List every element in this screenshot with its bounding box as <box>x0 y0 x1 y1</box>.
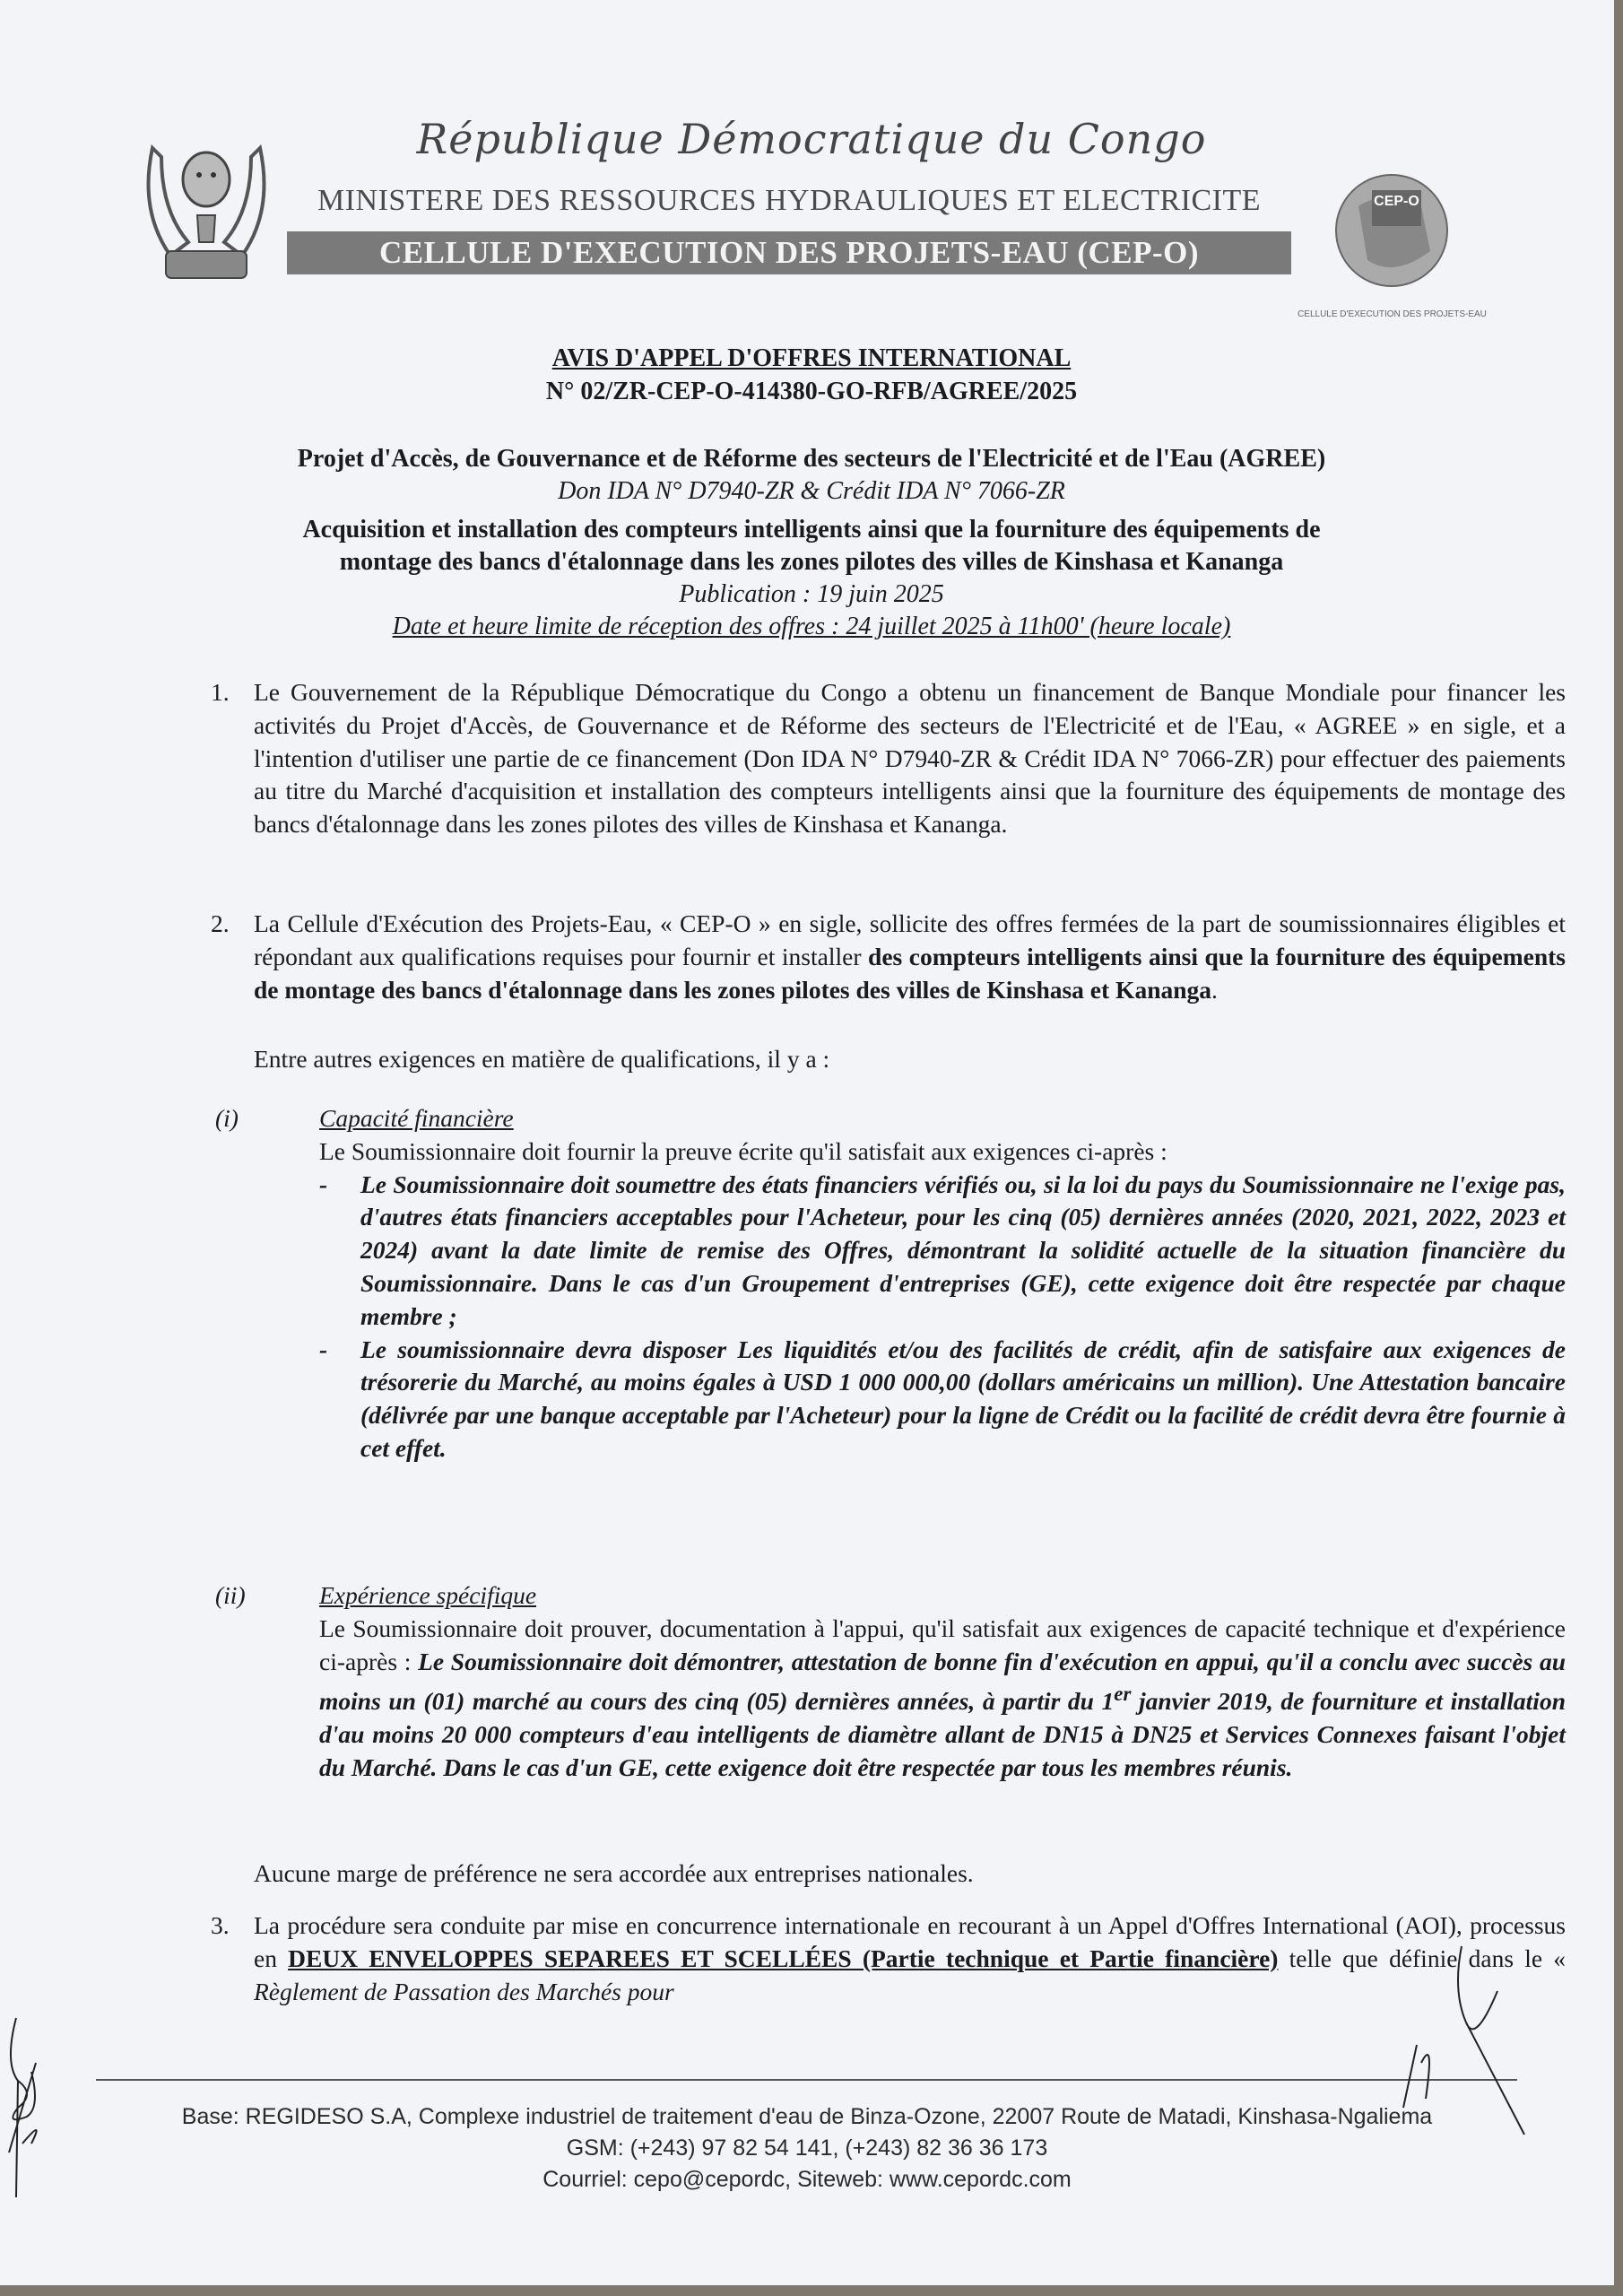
footer-contact <box>90 2164 1524 2196</box>
paragraph-1 <box>211 676 1566 841</box>
bullet-dash: - <box>319 1335 328 1363</box>
superscript: er <box>1114 1683 1132 1706</box>
bullet-text: Le Soumissionnaire doit soumettre des états financiers vérifiés ou, si la loi du pays du Soumissionnaire ne l'exige pas, d'autres états financiers acceptables pour l'Acheteur, pour les cinq (05) dernières années (2020, 2021, 2022, 2023 et 2024) avant la date limite de remise des Offres, démontrant la solidité actuelle de la situation financière du Soumissionnaire. Dans le cas d'un Groupement d'entreprises (GE), cette exigence doit être respectée par chaque membre ; <box>360 1170 1566 1330</box>
project-name: Projet d'Accès, de Gouvernance et de Réforme des secteurs de l'Electricité et de l'Eau (AGREE) <box>297 445 1326 473</box>
paragraph-bold: des compteurs intelligents ainsi que la fourniture des équipements de montage des bancs d'étalonnage dans les zones pilotes des villes de Kinshasa et Kananga <box>254 942 1566 1004</box>
cep-o-logo <box>1296 135 1488 327</box>
bullet-item <box>319 1334 1566 1465</box>
paragraph-number: 3. <box>211 1911 230 1939</box>
cellule-banner: CELLULE D'EXECUTION DES PROJETS-EAU (CEP-O) <box>287 231 1291 274</box>
section-heading: Capacité financière <box>319 1104 514 1132</box>
logo-text: CEP-O <box>1374 194 1419 209</box>
qualifications-intro: Entre autres exigences en matière de qualifications, il y a : <box>254 1045 830 1073</box>
bullet-text: Le soumissionnaire devra disposer Les liquidités et/ou des facilités de crédit, afin de satisfaire aux exigences de trésorerie du Marché, au moins égales à USD 1 000 000,00 (dollars américains un million). Une Attestation bancaire (délivrée par une banque acceptable par l'Acheteur) pour la ligne de Crédit ou la facilité de crédit devra être fournie à cet effet. <box>360 1335 1566 1462</box>
paragraph-text: La procédure sera conduite par mise en concurrence internationale en recourant à un Appel d'Offres International (AOI), processus en <box>254 1911 1566 1972</box>
subject-line-2: montage des bancs d'étalonnage dans les zones pilotes des villes de Kinshasa et Kananga <box>339 548 1284 576</box>
section-heading: Expérience spécifique <box>319 1581 537 1609</box>
footer-divider <box>96 2079 1517 2081</box>
section-text-emphasis: janvier 2019, de fourniture et installation d'au moins 20 000 compteurs d'eau intelligents de diamètre allant de DN15 à DN25 et Services Connexes faisant l'objet du Marché. Dans le cas d'un GE, cette exigence doit être respectée par tous les membres réunis. <box>319 1687 1566 1782</box>
notice-title: AVIS D'APPEL D'OFFRES INTERNATIONAL <box>551 344 1072 372</box>
footer-website: www.cepordc.com <box>889 2167 1072 2192</box>
paragraph-text: telle que définie dans le « <box>1278 1944 1566 1972</box>
footer-email: Courriel: cepo@cepordc, Siteweb: <box>542 2167 890 2192</box>
right-signature-icon <box>1363 1937 1542 2170</box>
bullet-dash: - <box>319 1170 328 1198</box>
section-text-plain: Le Soumissionnaire doit prouver, documentation à l'appui, qu'il satisfait aux exigences de capacité technique et d'expérience ci-après : <box>319 1613 1566 1675</box>
globe-icon <box>1296 135 1488 327</box>
publication-date: Publication : 19 juin 2025 <box>679 580 944 608</box>
logo-ring-text: CELLULE D'EXECUTION DES PROJETS-EAU <box>1298 309 1487 319</box>
footer-address: Base: REGIDESO S.A, Complexe industriel de traitement d'eau de Binza-Ozone, 22007 Route de Matadi, Kinshasa-Ngaliema <box>181 2104 1433 2129</box>
bullet-item <box>319 1169 1566 1334</box>
ministry-name: MINISTERE DES RESSOURCES HYDRAULIQUES ET ELECTRICITE <box>317 184 1261 217</box>
section-label: (i) <box>215 1104 239 1132</box>
paragraph-text: La Cellule d'Exécution des Projets-Eau, « CEP-O » en sigle, sollicite des offres fermées de la part de soumissionnaires éligibles et répondant aux qualifications requises pour fournir et installer <box>254 909 1566 970</box>
paragraph-end: . <box>1211 975 1218 1004</box>
paragraph-number: 2. <box>211 909 230 937</box>
funding: Don IDA N° D7940-ZR & Crédit IDA N° 7066-ZR <box>558 477 1065 505</box>
paragraph-2 <box>211 908 1566 1006</box>
footer-phone: GSM: (+243) 97 82 54 141, (+243) 82 36 36 173 <box>566 2135 1048 2161</box>
no-preference-margin: Aucune marge de préférence ne sera accordée aux entreprises nationales. <box>254 1859 974 1887</box>
notice-number: N° 02/ZR-CEP-O-414380-GO-RFB/AGREE/2025 <box>545 378 1078 405</box>
left-signature-icon <box>0 2009 99 2206</box>
section-text-emphasis: Le Soumissionnaire doit démontrer, attestation de bonne fin d'exécution en appui, qu'il a conclu avec succès au moins un (01) marché au cours des cinq (05) dernières années, à partir du 1 <box>319 1647 1566 1716</box>
section-specific-experience <box>215 1579 1566 1785</box>
section-label: (ii) <box>215 1581 246 1609</box>
section-text: Le Soumissionnaire doit fournir la preuve écrite qu'il satisfait aux exigences ci-après : <box>319 1136 1167 1165</box>
section-financial-capacity <box>215 1102 1566 1465</box>
paragraph-bold-underline: DEUX ENVELOPPES SEPAREES ET SCELLÉES (Partie technique et Partie financière) <box>288 1944 1279 1972</box>
deadline: Date et heure limite de réception des offres : 24 juillet 2025 à 11h00' (heure locale) <box>392 613 1231 640</box>
republic-title: République Démocratique du Congo <box>416 115 1207 163</box>
paragraph-italic: Règlement de Passation des Marchés pour <box>254 1977 674 2005</box>
paragraph-text: Le Gouvernement de la République Démocratique du Congo a obtenu un financement de Banque Mondiale pour financer les activités du Projet d'Accès, de Gouvernance et de Réforme des secteurs de l'Electricité et de l'Eau, « AGREE » en sigle, et a l'intention d'utiliser une partie de ce financement (Don IDA N° D7940-ZR & Crédit IDA N° 7066-ZR) pour effectuer des paiements au titre du Marché d'acquisition et installation des compteurs intelligents ainsi que la fourniture des équipements de montage des bancs d'étalonnage dans les zones pilotes des villes de Kinshasa et Kananga. <box>254 678 1566 839</box>
subject-line-1: Acquisition et installation des compteurs intelligents ainsi que la fourniture des équipements de <box>302 516 1321 544</box>
paragraph-number: 1. <box>211 678 230 706</box>
section-text <box>319 1613 1566 1785</box>
